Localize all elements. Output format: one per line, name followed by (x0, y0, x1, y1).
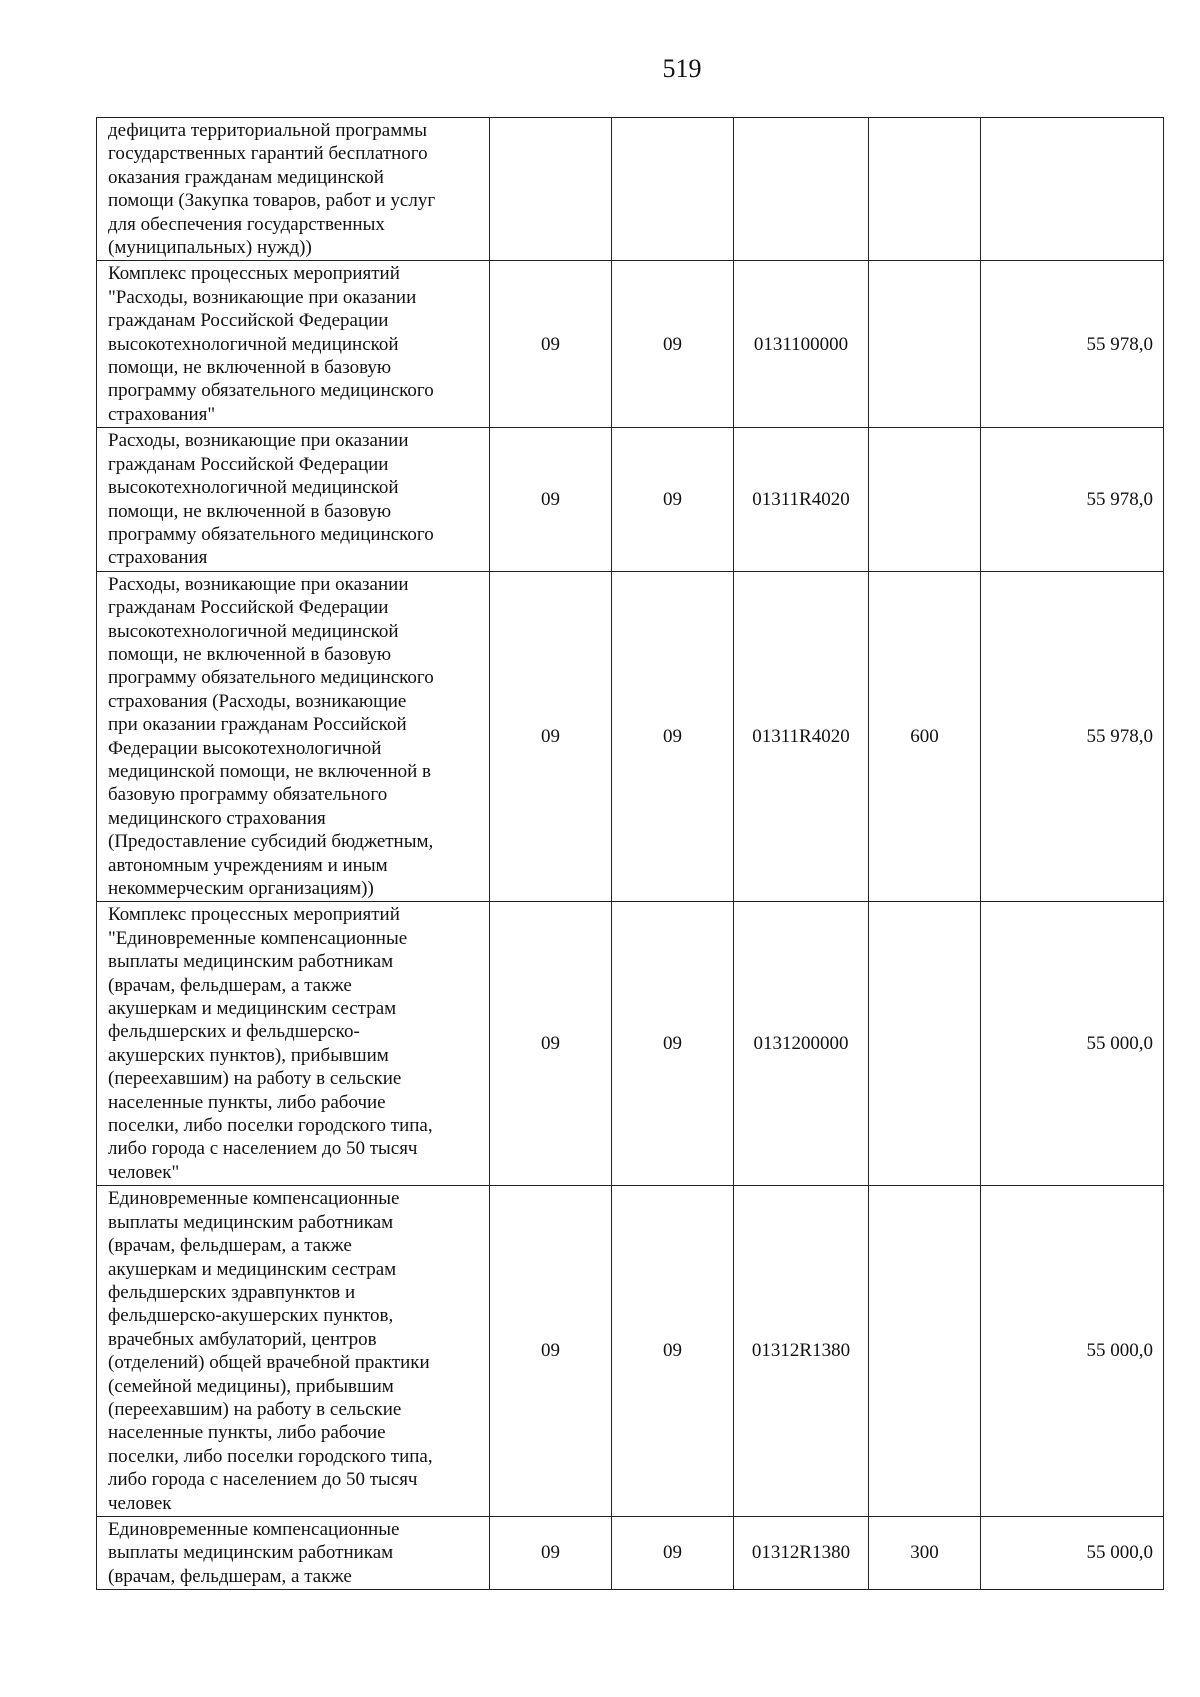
cell-section: 09 (490, 428, 612, 571)
table-row (97, 1186, 1164, 1517)
cell-section: 09 (490, 1516, 612, 1589)
table-row (97, 118, 1164, 261)
cell-amount: 55 000,0 (981, 902, 1164, 1186)
cell-subsection: 09 (612, 428, 734, 571)
cell-amount: 55 978,0 (981, 571, 1164, 902)
cell-expense-type: 300 (869, 1516, 981, 1589)
cell-subsection: 09 (612, 1186, 734, 1517)
cell-section: 09 (490, 1186, 612, 1517)
cell-section: 09 (490, 571, 612, 902)
cell-amount (981, 118, 1164, 261)
cell-name: Единовременные компенсационные выплаты медицинским работникам (врачам, фельдшерам, а также акушеркам и медицинским сестрам фельдшерских здравпунктов и фельдшерско-акушерских пунктов, врачебных амбулаторий, центров (отделений) общей врачебной практики (семейной медицины), прибывшим (переехавшим) на работу в сельские населенные пункты, либо рабочие поселки, либо поселки городского типа, либо города с населением до 50 тысяч человек (97, 1186, 490, 1517)
cell-name: Комплекс процессных мероприятий "Единовременные компенсационные выплаты медицинским работникам (врачам, фельдшерам, а также акушеркам и медицинским сестрам фельдшерских и фельдшерско- акушерских пунктов), прибывшим (переехавшим) на работу в сельские населенные пункты, либо рабочие поселки, либо поселки городского типа, либо города с населением до 50 тысяч человек" (97, 902, 490, 1186)
page-number: 519 (662, 54, 702, 83)
budget-table (96, 117, 1164, 1590)
table-row (97, 261, 1164, 428)
cell-target-article: 0131100000 (734, 261, 869, 428)
cell-expense-type (869, 118, 981, 261)
cell-name: Единовременные компенсационные выплаты медицинским работникам (врачам, фельдшерам, а также (97, 1516, 490, 1589)
cell-amount: 55 000,0 (981, 1516, 1164, 1589)
cell-section: 09 (490, 902, 612, 1186)
cell-subsection (612, 118, 734, 261)
cell-expense-type: 600 (869, 571, 981, 902)
cell-target-article: 01311R4020 (734, 428, 869, 571)
cell-subsection: 09 (612, 261, 734, 428)
cell-name: Комплекс процессных мероприятий "Расходы, возникающие при оказании гражданам Российской Федерации высокотехнологичной медицинской помощи, не включенной в базовую программу обязательного медицинского страхования" (97, 261, 490, 428)
cell-name: дефицита территориальной программы государственных гарантий бесплатного оказания гражданам медицинской помощи (Закупка товаров, работ и услуг для обеспечения государственных (муниципальных) нужд)) (97, 118, 490, 261)
cell-subsection: 09 (612, 571, 734, 902)
cell-target-article: 01311R4020 (734, 571, 869, 902)
cell-expense-type (869, 261, 981, 428)
cell-section (490, 118, 612, 261)
table-row (97, 571, 1164, 902)
cell-subsection: 09 (612, 1516, 734, 1589)
cell-target-article: 01312R1380 (734, 1516, 869, 1589)
cell-section: 09 (490, 261, 612, 428)
cell-target-article: 0131200000 (734, 902, 869, 1186)
cell-expense-type (869, 902, 981, 1186)
cell-expense-type (869, 1186, 981, 1517)
cell-name: Расходы, возникающие при оказании гражданам Российской Федерации высокотехнологичной медицинской помощи, не включенной в базовую программу обязательного медицинского страхования (97, 428, 490, 571)
table-row (97, 428, 1164, 571)
cell-amount: 55 978,0 (981, 428, 1164, 571)
table-row (97, 1516, 1164, 1589)
cell-subsection: 09 (612, 902, 734, 1186)
cell-target-article: 01312R1380 (734, 1186, 869, 1517)
cell-target-article (734, 118, 869, 261)
cell-name: Расходы, возникающие при оказании гражданам Российской Федерации высокотехнологичной медицинской помощи, не включенной в базовую программу обязательного медицинского страхования (Расходы, возникающие при оказании гражданам Российской Федерации высокотехнологичной медицинской помощи, не включенной в базовую программу обязательного медицинского страхования (Предоставление субсидий бюджетным, автономным учреждениям и иным некоммерческим организациям)) (97, 571, 490, 902)
table-row (97, 902, 1164, 1186)
cell-amount: 55 978,0 (981, 261, 1164, 428)
cell-expense-type (869, 428, 981, 571)
cell-amount: 55 000,0 (981, 1186, 1164, 1517)
